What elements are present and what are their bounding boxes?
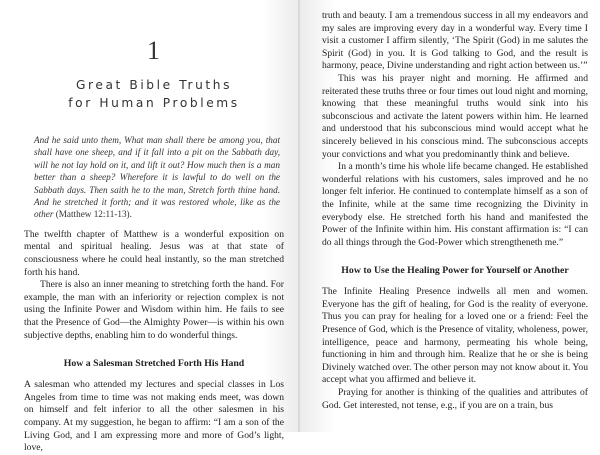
epigraph-citation: (Matthew 12:11-13).: [55, 209, 132, 220]
body-paragraph: A salesman who attended my lectures and special classes in Los Angeles from time to time was not making ends meet, was down on himself and felt inferior to all the other salesmen in his company. At my suggestion, he began to affirm: “I am a son of the Living God, and I am expressing more and more of God’s light, love,: [24, 379, 284, 454]
epigraph: [34, 134, 280, 221]
body-paragraph: truth and beauty. I am a tremendous success in all my endeavors and my sales are improving every day in a wonderful way. Every time I visit a customer I affirm silently, ‘The Spirit (God) in me salutes the Spirit (God) in you. It is God talking to God, and the result is harmony, peace, Divine understanding and right action between us.’”: [322, 10, 588, 72]
chapter-number: 1: [147, 36, 161, 65]
body-paragraph: This was his prayer night and morning. He affirmed and reiterated these truths three or four times out loud night and morning, knowing that these meaningful truths would sink into his subconscious and activate the latent powers within him. He learned and understood that his subconscious mind would accept what he sincerely believed in his conscious mind. The subconscious accepts your convictions and what you predominantly think and believe.: [322, 72, 588, 160]
chapter-title-line-1: Great Bible Truths: [75, 78, 233, 92]
right-page: [300, 0, 600, 432]
left-page: [0, 0, 298, 454]
chapter-title: [24, 76, 284, 112]
section-heading: How to Use the Healing Power for Yourself or Another: [341, 265, 569, 277]
body-paragraph: In a month’s time his whole life became changed. He established wonderful relations with his customers, sales improved and he no longer felt inferior. He continued to contemplate himself as a son of the Infinite, while at the same time recognizing the Divinity in everybody else. He stretched forth his hand and manifested the Power of the Infinite within him. His constant affirmation is: “I can do all things through the God-Power which strengtheneth me.”: [322, 161, 588, 248]
body-paragraph: Praying for another is thinking of the qualities and attributes of God. Get interested, not tense, e.g., if you are on a train, bus: [322, 387, 588, 411]
section-heading: How a Salesman Stretched Forth His Hand: [63, 358, 245, 370]
chapter-title-line-2: for Human Problems: [68, 96, 240, 110]
body-paragraph: The twelfth chapter of Matthew is a wonderful exposition on mental and spiritual healing. Jesus was at that state of consciousness where he could heal instantly, so the man stretched forth his hand.: [24, 228, 284, 278]
body-paragraph: The Infinite Healing Presence indwells all men and women. Everyone has the gift of healing, for God is the reality of everyone. Thus you can pray for healing for a loved one or a friend: Feel the Presence of God, which is the Presence of vitality, wholeness, power, intelligence, peace and harmony, permeating his whole being, functioning in him and through him. Realize that he or she is being Divinely watched over. The other person may not know about it. You accept what you affirmed and believe it.: [322, 286, 588, 386]
body-paragraph: There is also an inner meaning to stretching forth the hand. For example, the man with an inferiority or rejection complex is not using the Infinite Power and Wisdom within him. He fails to see that the Presence of God—the Almighty Power—is within his own subjective depths, enabling him to do wonderful things.: [24, 279, 284, 341]
epigraph-text: And he said unto them, What man shall there be among you, that shall have one sheep, and if it fall into a pit on the Sabbath day, will he not lay hold on it, and lift it out? How much then is a man better than a sheep? Wherefore it is lawful to do well on the Sabbath days. Then saith he to the man, Stretch forth thine hand. And he stretched it forth; and it was restored whole, like as the other: [34, 135, 280, 220]
